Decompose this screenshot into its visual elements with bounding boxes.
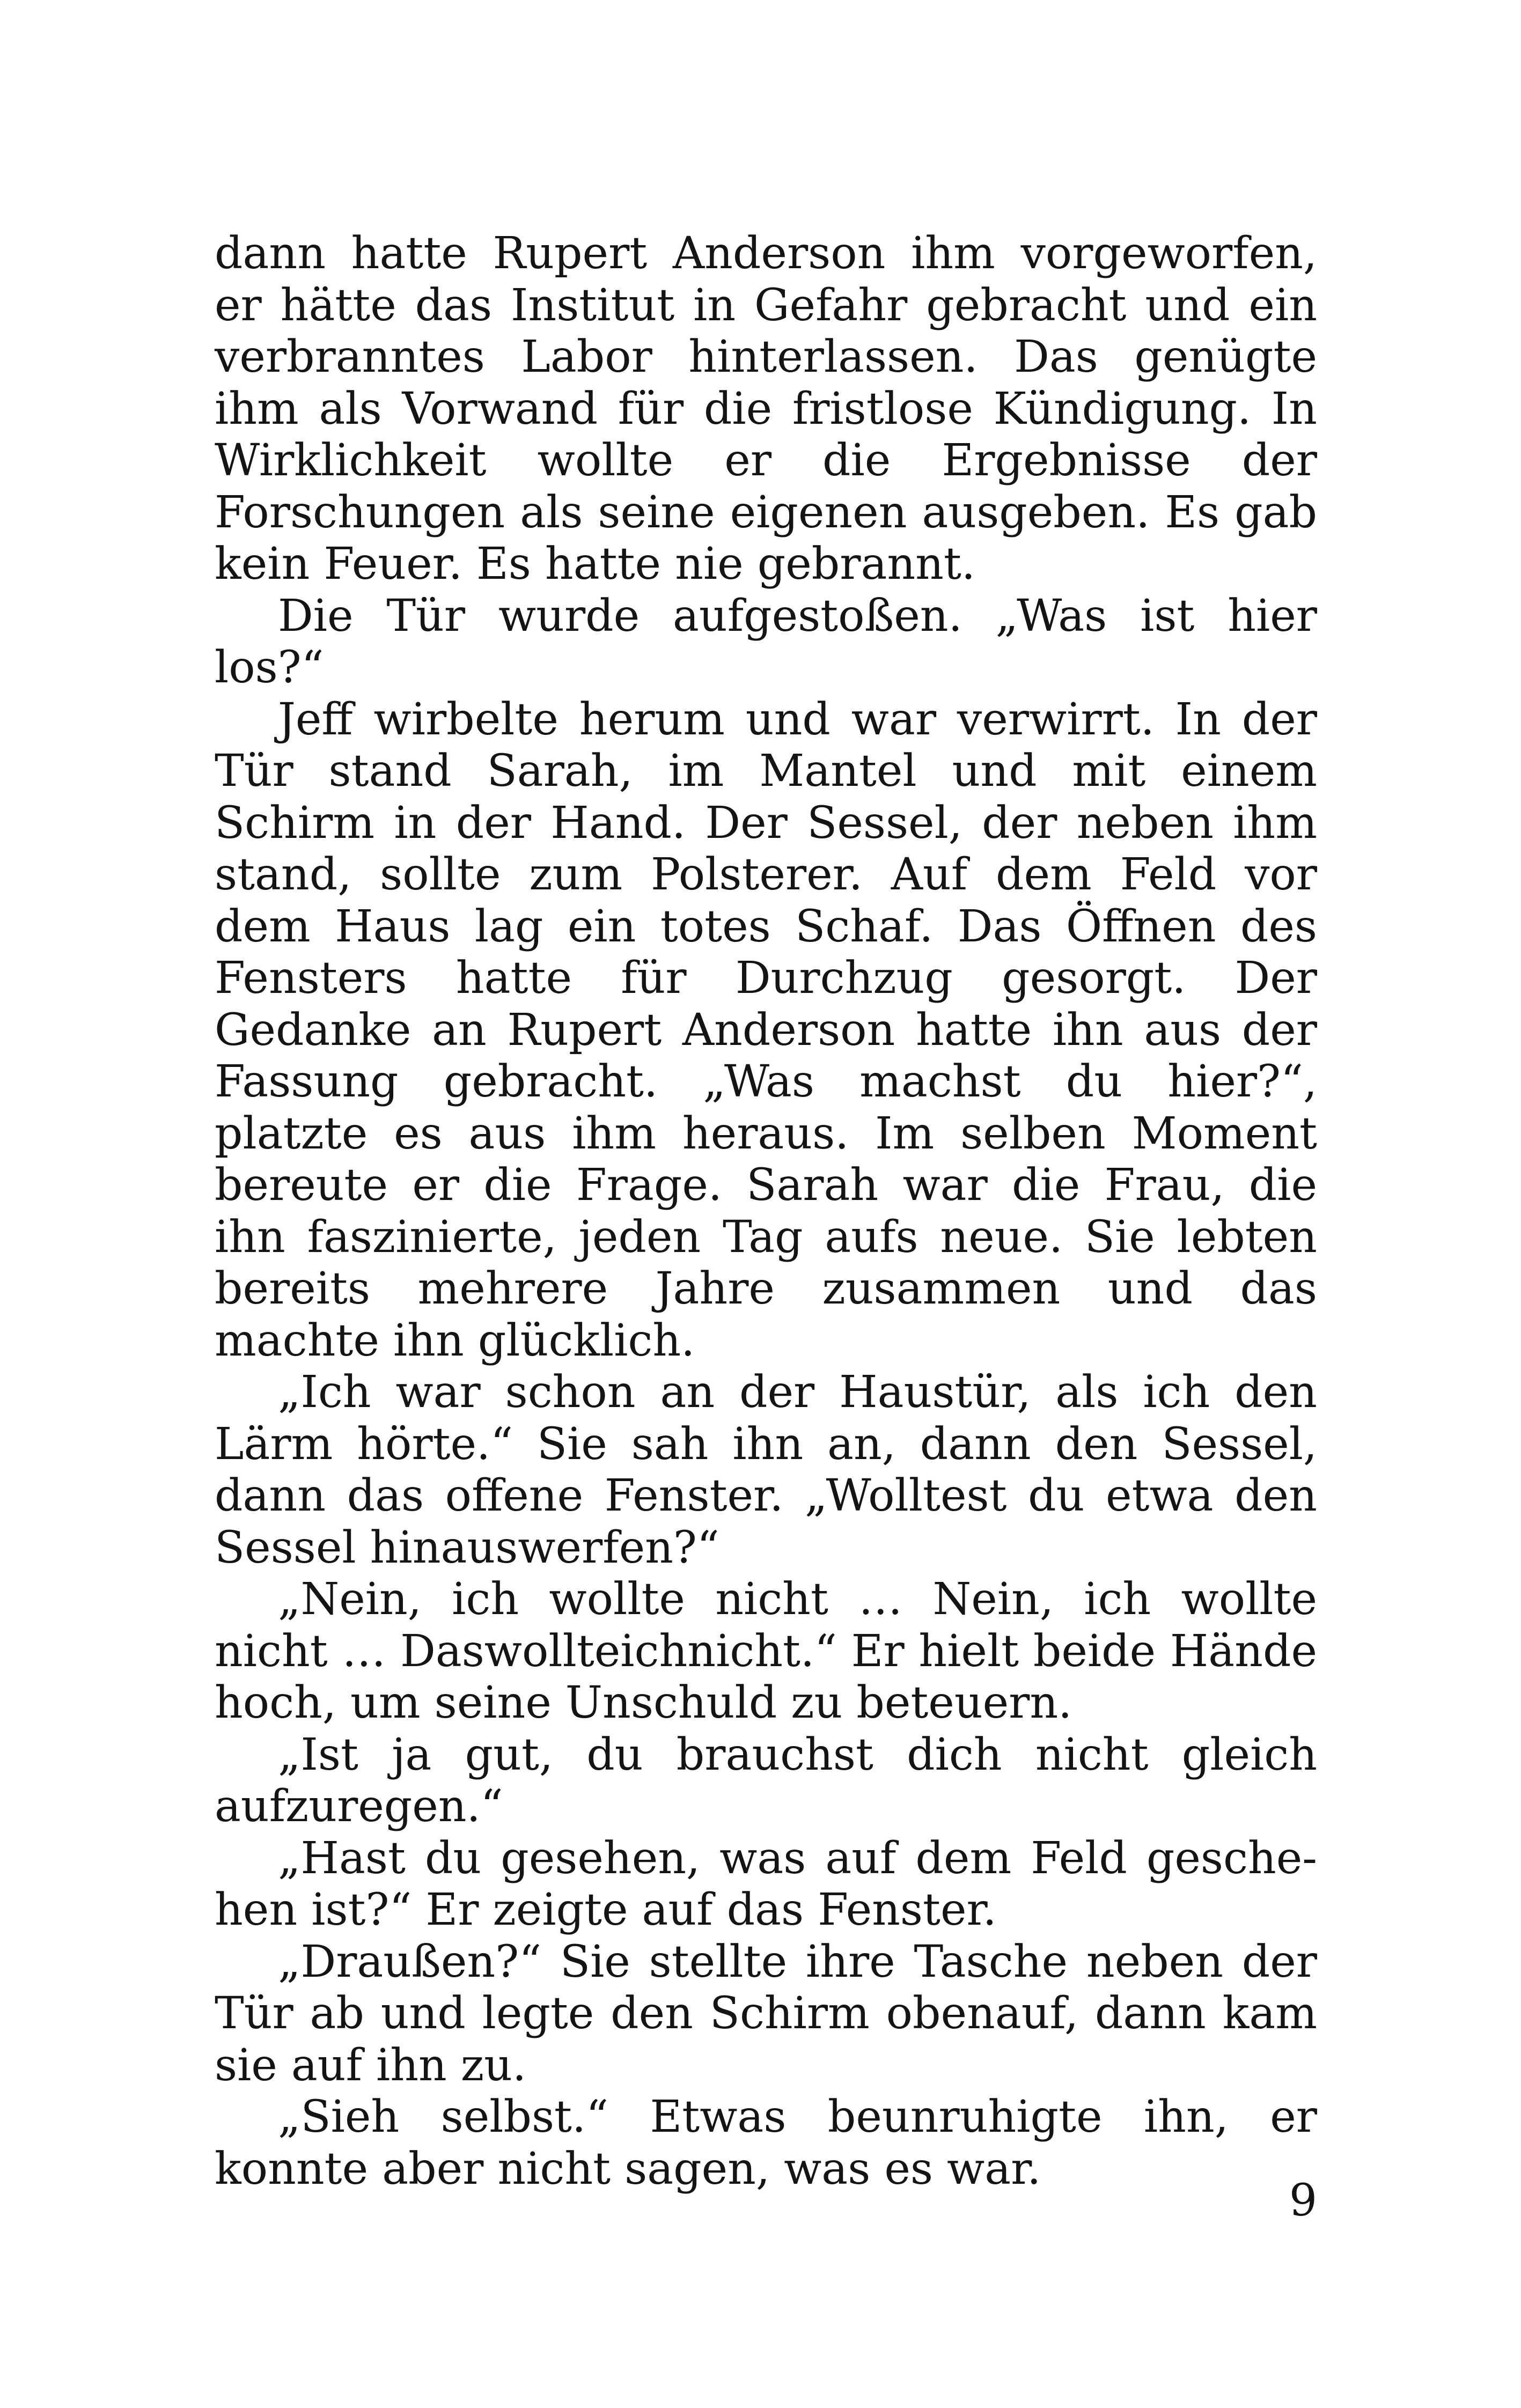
page-number: 9 xyxy=(1289,2175,1317,2226)
paragraph-5: „Nein, ich wollte nicht … Nein, ich wollte nicht … Daswollteichnicht.“ Er hielt beide Hände hoch, um seine Unschuld zu beteuern. xyxy=(215,1574,1317,1728)
paragraph-4: „Ich war schon an der Haustür, als ich den Lärm hörte.“ Sie sah ihn an, dann den Sessel, dann das offene Fenster. „Wolltest du etwa den Sessel hinauswerfen?“ xyxy=(215,1367,1317,1573)
paragraph-8: „Draußen?“ Sie stellte ihre Tasche neben der Tür ab und legte den Schirm obenauf, dann kam sie auf ihn zu. xyxy=(215,1936,1317,2091)
paragraph-6: „Ist ja gut, du brauchst dich nicht gleich aufzuregen.“ xyxy=(215,1729,1317,1832)
paragraph-3: Jeff wirbelte herum und war verwirrt. In der Tür stand Sarah, im Mantel und mit einem Schirm in der Hand. Der Sessel, der neben ihm stand, sollte zum Polsterer. Auf dem Feld vor dem Haus lag ein totes Schaf. Das Öffnen des Fensters hatte für Durchzug gesorgt. Der Gedanke an Rupert Anderson hatte ihn aus der Fassung gebracht. „Was machst du hier?“, platzte es aus ihm heraus. Im selben Moment bereute er die Frage. Sarah war die Frau, die ihn faszinierte, jeden Tag aufs neue. Sie lebten bereits mehrere Jahre zusammen und das machte ihn glücklich. xyxy=(215,694,1317,1366)
paragraph-2: Die Tür wurde aufgestoßen. „Was ist hier los?“ xyxy=(215,590,1317,693)
paragraph-1: dann hatte Rupert Anderson ihm vorgeworfen, er hätte das Institut in Gefahr gebracht und ein verbranntes Labor hinterlassen. Das genügte ihm als Vorwand für die fristlose Kündigung. In Wirklichkeit wollte er die Ergebnisse der Forschungen als seine eigenen ausgeben. Es gab kein Feuer. Es hatte nie gebrannt. xyxy=(215,228,1317,590)
paragraph-7: „Hast du gesehen, was auf dem Feld geschehen ist?“ Er zeigte auf das Fenster. xyxy=(215,1832,1317,1935)
body-text xyxy=(215,228,1317,2195)
paragraph-9: „Sieh selbst.“ Etwas beunruhigte ihn, er konnte aber nicht sagen, was es war. xyxy=(215,2092,1317,2195)
